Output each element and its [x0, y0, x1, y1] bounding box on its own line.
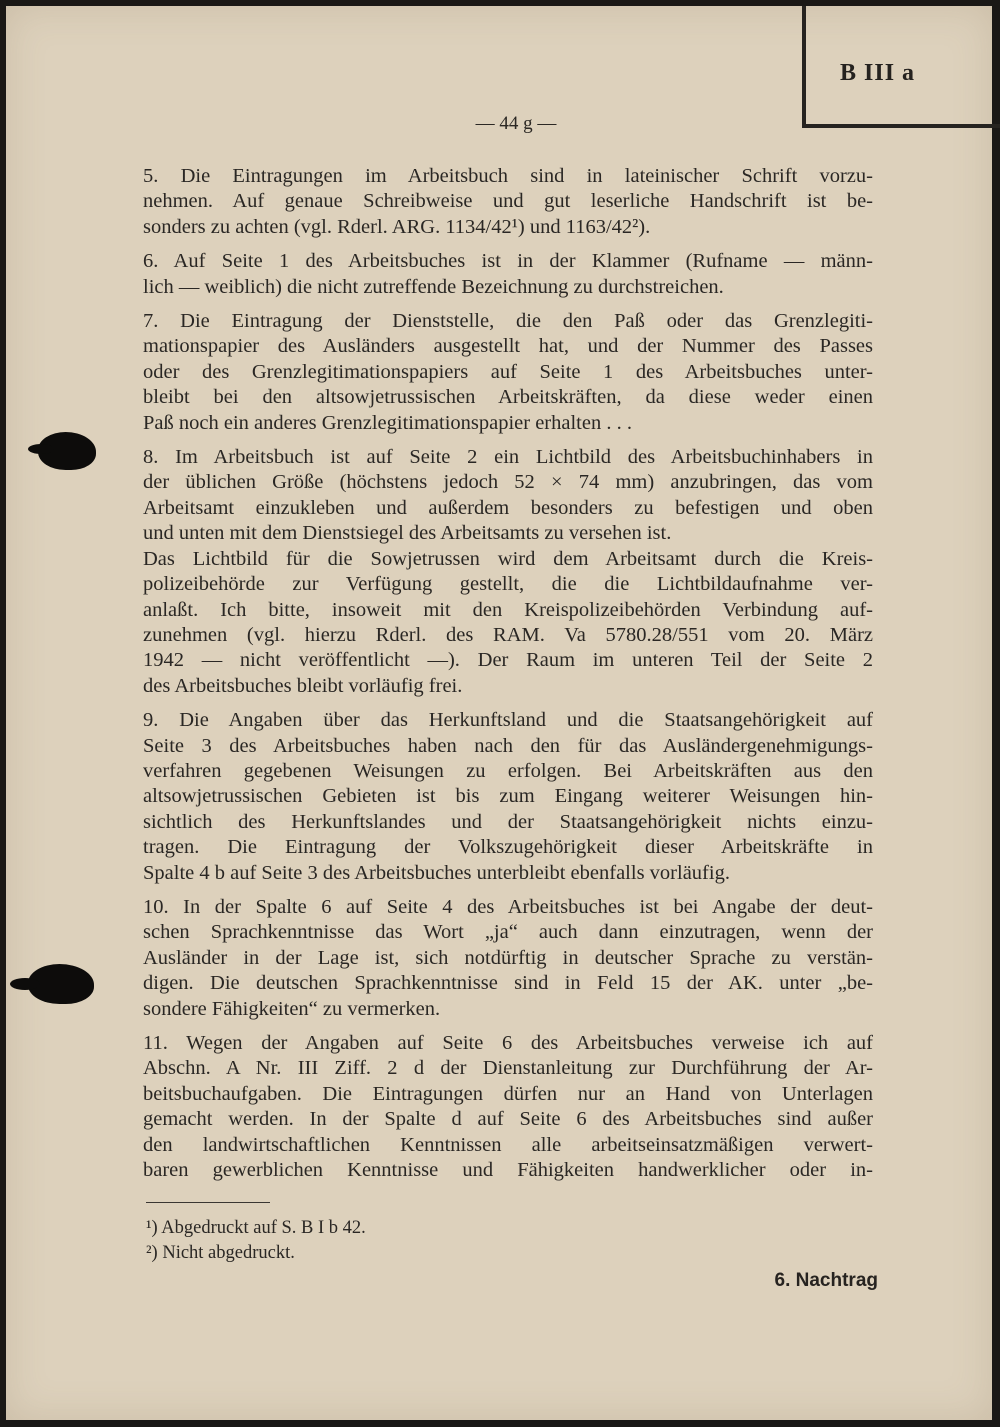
text-line: nehmen. Auf genaue Schreibweise und gut leserliche Handschrift ist be-	[143, 190, 873, 213]
paragraph-11	[143, 1031, 873, 1183]
text-line: oder des Grenzlegitimationspapiers auf Seite 1 des Arbeitsbuches unter-	[143, 360, 873, 383]
footnote-1: ¹) Abgedruckt auf S. B I b 42.	[146, 1218, 366, 1238]
text-line: zunehmen (vgl. hierzu Rderl. des RAM. Va 5780.28/551 vom 20. März	[143, 623, 873, 646]
text-line: gemacht werden. In der Spalte d auf Seite 6 des Arbeitsbuches sind außer	[143, 1108, 873, 1131]
text-line: der üblichen Größe (höchstens jedoch 52 × 74 mm) anzubringen, das vom	[143, 471, 873, 494]
supplement-label: 6. Nachtrag	[774, 1270, 878, 1291]
text-line: den landwirtschaftlichen Kenntnissen alle arbeitseinsatzmäßigen verwert-	[143, 1133, 873, 1156]
text-line: 6. Auf Seite 1 des Arbeitsbuches ist in der Klammer (Rufname — männ-	[143, 250, 873, 273]
text-line: digen. Die deutschen Sprachkenntnisse sind in Feld 15 der AK. unter „be-	[143, 972, 873, 995]
text-line: 5. Die Eintragungen im Arbeitsbuch sind in lateinischer Schrift vorzu-	[143, 165, 873, 187]
text-line: sondere Fähigkeiten“ zu vermerken.	[143, 997, 441, 1020]
text-line: baren gewerblichen Kenntnisse und Fähigkeiten handwerklicher oder in-	[143, 1159, 873, 1182]
text-line: altsowjetrussischen Gebieten ist bis zum Eingang weiterer Weisungen hin-	[143, 785, 873, 808]
text-line: und unten mit dem Dienstsiegel des Arbeitsamts zu versehen ist.	[143, 522, 672, 545]
punch-hole-bottom-tear	[10, 978, 40, 990]
text-line: mationspapier des Ausländers ausgestellt hat, und der Nummer des Passes	[143, 335, 873, 358]
text-line: sichtlich des Herkunftslandes und der Staatsangehörigkeit nichts einzu-	[143, 810, 873, 833]
text-line: verfahren gegebenen Weisungen zu erfolgen. Bei Arbeitskräften aus den	[143, 759, 873, 782]
footnote-divider	[146, 1202, 270, 1203]
text-line: beitsbuchaufgaben. Die Eintragungen dürfen nur an Hand von Unterlagen	[143, 1082, 873, 1105]
text-line: bleibt bei den altsowjetrussischen Arbeitskräften, da diese weder einen	[143, 386, 873, 409]
document-page	[6, 6, 992, 1420]
text-line: 9. Die Angaben über das Herkunftsland und die Staatsangehörigkeit auf	[143, 709, 873, 732]
text-line: lich — weiblich) die nicht zutreffende Bezeichnung zu durchstreichen.	[143, 275, 724, 298]
punch-hole-top-tear	[28, 444, 54, 454]
footnotes	[146, 1216, 646, 1266]
text-line: 8. Im Arbeitsbuch ist auf Seite 2 ein Lichtbild des Arbeitsbuchinhabers in	[143, 446, 873, 469]
body-text	[143, 164, 873, 1192]
text-line: Ausländer in der Lage ist, sich notdürftig in deutscher Sprache zu verstän-	[143, 946, 873, 969]
text-line: Spalte 4 b auf Seite 3 des Arbeitsbuches unterbleibt ebenfalls vorläufig.	[143, 861, 730, 884]
paragraph-8	[143, 445, 873, 699]
text-line: 11. Wegen der Angaben auf Seite 6 des Arbeitsbuches verweise ich auf	[143, 1032, 873, 1054]
text-line: Seite 3 des Arbeitsbuches haben nach den für das Ausländergenehmigungs-	[143, 734, 873, 757]
paragraph-6	[143, 249, 873, 300]
text-line: tragen. Die Eintragung der Volkszugehörigkeit dieser Arbeitskräfte in	[143, 836, 873, 859]
text-line: 1942 — nicht veröffentlicht —). Der Raum im unteren Teil der Seite 2	[143, 649, 873, 672]
footnote-2: ²) Nicht abgedruckt.	[146, 1243, 295, 1263]
page-number: — 44 g —	[475, 113, 557, 134]
paragraph-7	[143, 309, 873, 436]
text-line: polizeibehörde zur Verfügung gestellt, die die Lichtbildaufnahme ver-	[143, 573, 873, 596]
text-line: 10. In der Spalte 6 auf Seite 4 des Arbeitsbuches ist bei Angabe der deut-	[143, 895, 873, 918]
text-line: schen Sprachkenntnisse das Wort „ja“ auch dann einzutragen, wenn der	[143, 921, 873, 944]
paragraph-9	[143, 708, 873, 886]
text-line: Abschn. A Nr. III Ziff. 2 d der Dienstanleitung zur Durchführung der Ar-	[143, 1057, 873, 1080]
text-line: anlaßt. Ich bitte, insoweit mit den Kreispolizeibehörden Verbindung auf-	[143, 598, 873, 621]
section-code: B III a	[840, 60, 916, 86]
text-line: des Arbeitsbuches bleibt vorläufig frei.	[143, 674, 463, 697]
text-line: 7. Die Eintragung der Dienststelle, die den Paß oder das Grenzlegiti-	[143, 310, 873, 333]
text-line: Arbeitsamt einzukleben und außerdem besonders zu befestigen und oben	[143, 496, 873, 519]
paragraph-5	[143, 164, 873, 240]
text-line: Das Lichtbild für die Sowjetrussen wird dem Arbeitsamt durch die Kreis-	[143, 547, 873, 570]
paragraph-10	[143, 895, 873, 1022]
text-line: Paß noch ein anderes Grenzlegitimationspapier erhalten . . .	[143, 411, 632, 434]
text-line: sonders zu achten (vgl. Rderl. ARG. 1134/42¹) und 1163/42²).	[143, 215, 651, 238]
